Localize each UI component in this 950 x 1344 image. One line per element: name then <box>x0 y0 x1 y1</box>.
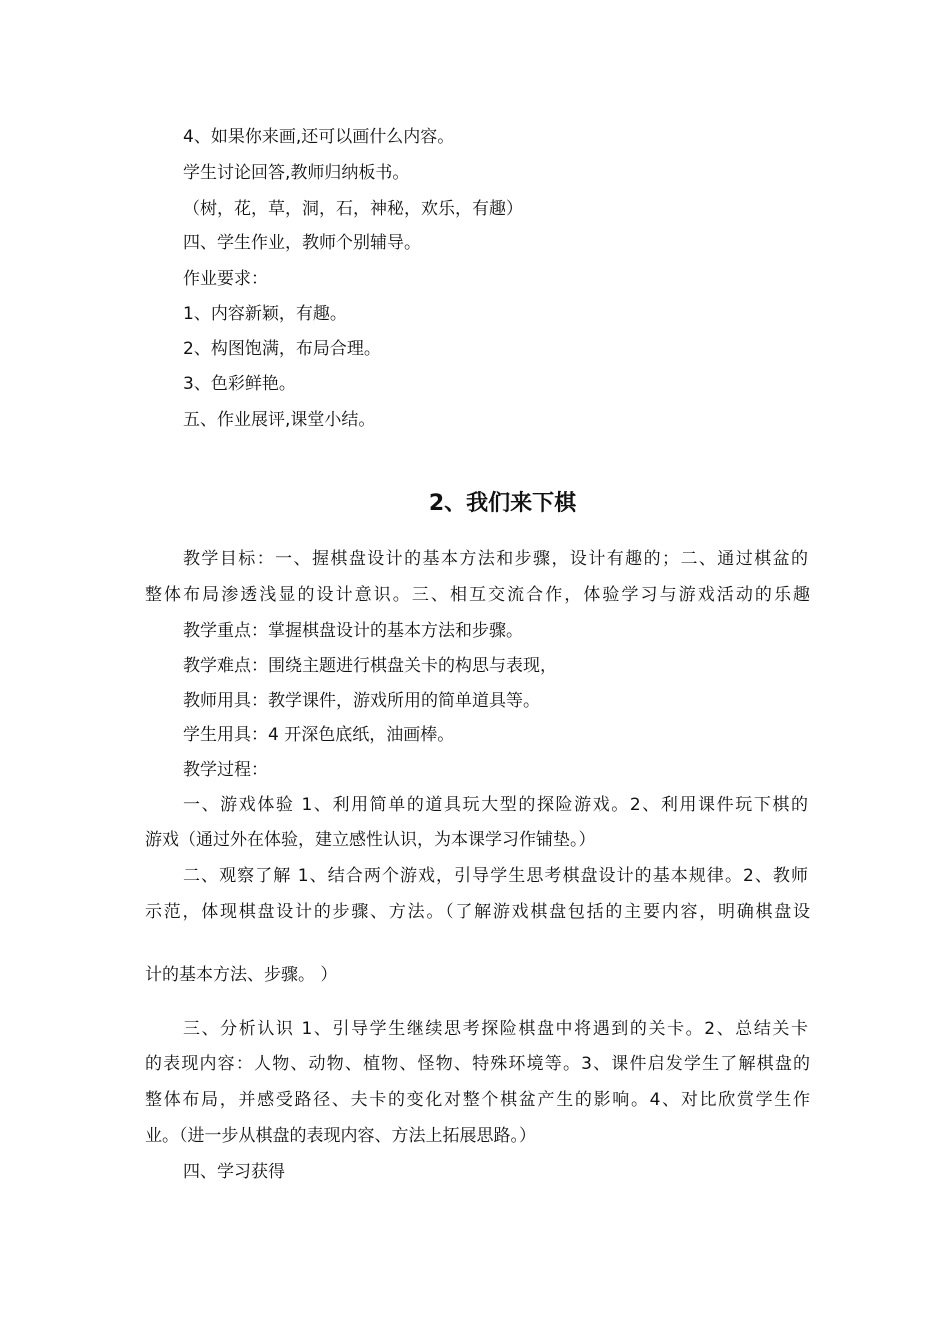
text-line: 三、分析认识 1、引导学生继续思考探险棋盘中将遇到的关卡。2、总结关卡 <box>183 1019 808 1039</box>
text-line: 业。（进一步从棋盘的表现内容、方法上拓展思路。） <box>145 1126 536 1146</box>
text-line: 1、内容新颖，有趣。 <box>183 304 347 324</box>
text-line: 学生讨论回答,教师归纳板书。 <box>183 163 410 183</box>
text-line: 四、学生作业，教师个别辅导。 <box>183 233 421 253</box>
text-line: 2、构图饱满，布局合理。 <box>183 339 381 359</box>
text-line: 五、作业展评,课堂小结。 <box>183 410 376 430</box>
text-line: 作业要求： <box>183 269 268 289</box>
text-line: 四、学习获得 <box>183 1162 285 1182</box>
text-line: 教学重点：掌握棋盘设计的基本方法和步骤。 <box>183 621 523 641</box>
text-line: 计的基本方法、步骤。 ） <box>145 965 338 985</box>
text-line: 教学难点：围绕主题进行棋盘关卡的构思与表现， <box>183 656 557 676</box>
text-line: 整体布局渗透浅显的设计意识。三、相互交流合作，体验学习与游戏活动的乐趣 <box>145 585 810 605</box>
text-line: 整体布局，并感受路径、夫卡的变化对整个棋盆产生的影响。4、对比欣赏学生作 <box>145 1090 810 1110</box>
text-line: 示范，体现棋盘设计的步骤、方法。（了解游戏棋盘包括的主要内容，明确棋盘设 <box>145 902 810 922</box>
text-line: 4、如果你来画,还可以画什么内容。 <box>183 127 455 147</box>
text-line: 游戏（通过外在体验，建立感性认识，为本课学习作铺垫。） <box>145 830 596 850</box>
text-line: 一、游戏体验 1、利用简单的道具玩大型的探险游戏。2、利用课件玩下棋的 <box>183 795 808 815</box>
text-line: 教师用具：教学课件，游戏所用的简单道具等。 <box>183 691 540 711</box>
text-line: 学生用具：4 开深色底纸，油画棒。 <box>183 725 455 745</box>
text-line: 3、色彩鲜艳。 <box>183 374 296 394</box>
text-line: 教学目标：一、握棋盘设计的基本方法和步骤，设计有趣的；二、通过棋盆的 <box>183 549 808 569</box>
text-line: 的表现内容：人物、动物、植物、怪物、特殊环境等。3、课件启发学生了解棋盘的 <box>145 1054 810 1074</box>
text-line: 教学过程： <box>183 760 268 780</box>
text-line: 二、观察了解 1、结合两个游戏，引导学生思考棋盘设计的基本规律。2、教师 <box>183 866 808 886</box>
text-line: （树，花，草，洞，石，神秘，欢乐，有趣） <box>183 199 523 219</box>
section-title: 2、我们来下棋 <box>428 491 577 516</box>
